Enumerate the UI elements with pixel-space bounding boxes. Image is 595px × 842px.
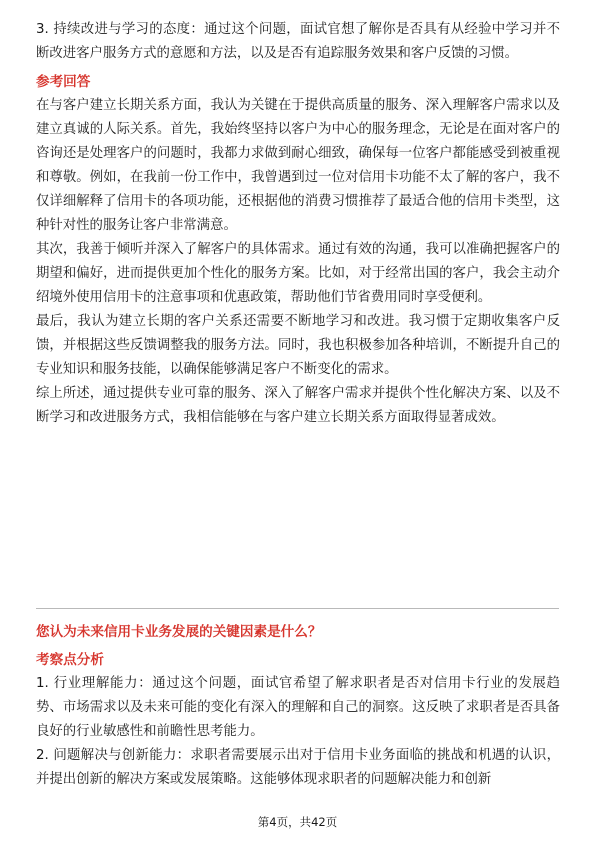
- analysis-point-2: 2. 问题解决与创新能力：求职者需要展示出对于信用卡业务面临的挑战和机遇的认识，并提出创新的解决方案或发展策略。这能够体现求职者的问题解决能力和创新: [36, 748, 560, 787]
- analysis-heading: 考察点分析: [36, 652, 104, 668]
- answer-paragraph: 最后，我认为建立长期的客户关系还需要不断地学习和改进。我习惯于定期收集客户反馈，并根据这些反馈调整我的服务方法。同时，我也积极参加各种培训，不断提升自己的专业知识和服务技能，以确保能够满足客户不断变化的需求。: [36, 314, 560, 377]
- answer-paragraph: 综上所述，通过提供专业可靠的服务、深入了解客户需求并提供个性化解决方案、以及不断学习和改进服务方式，我相信能够在与客户建立长期关系方面取得显著成效。: [36, 386, 560, 425]
- section-divider: [36, 608, 559, 609]
- document-page: [36, 18, 560, 430]
- interview-question: 您认为未来信用卡业务发展的关键因素是什么？: [36, 624, 322, 640]
- page-number: 第4页，共42页: [257, 815, 338, 829]
- answer-paragraph: 在与客户建立长期关系方面，我认为关键在于提供高质量的服务、深入理解客户需求以及建立真诚的人际关系。首先，我始终坚持以客户为中心的服务理念，无论是在面对客户的咨询还是处理客户的问题时，我都力求做到耐心细致，确保每一位客户都能感受到被重视和尊敬。例如，在我前一份工作中，我曾遇到过一位对信用卡功能不太了解的客户，我不仅详细解释了信用卡的各项功能，还根据他的消费习惯推荐了最适合他的信用卡类型，这种针对性的服务让客户非常满意。: [36, 98, 560, 233]
- analysis-point-3: 3. 持续改进与学习的态度：通过这个问题，面试官想了解你是否具有从经验中学习并不断改进客户服务方式的意愿和方法，以及是否有追踪服务效果和客户反馈的习惯。: [36, 22, 560, 61]
- answer-paragraph: 其次，我善于倾听并深入了解客户的具体需求。通过有效的沟通，我可以准确把握客户的期望和偏好，进而提供更加个性化的服务方案。比如，对于经常出国的客户，我会主动介绍境外使用信用卡的注意事项和优惠政策，帮助他们节省费用同时享受便利。: [36, 242, 560, 305]
- question-block: [36, 620, 560, 792]
- analysis-point-1: 1. 行业理解能力：通过这个问题，面试官希望了解求职者是否对信用卡行业的发展趋势、市场需求以及未来可能的变化有深入的理解和自己的洞察。这反映了求职者是否具备良好的行业敏感性和前瞻性思考能力。: [36, 676, 560, 739]
- answer-heading: 参考回答: [36, 74, 91, 90]
